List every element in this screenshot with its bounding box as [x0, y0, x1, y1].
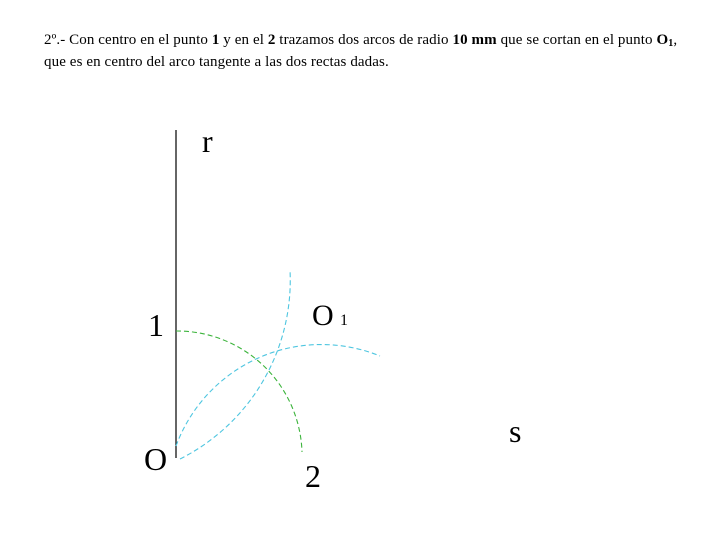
- caption-bold: 2: [267, 32, 276, 48]
- caption-part: , que es en centro del arco tangente a las dos rectas dadas.: [44, 32, 678, 70]
- caption-bold: 10 mm: [452, 32, 497, 48]
- label-r: r: [202, 123, 213, 159]
- caption-part: que se cortan en el punto: [496, 32, 657, 48]
- label-point-1: 1: [148, 307, 164, 343]
- caption-bold: O: [656, 32, 669, 48]
- caption-part: trazamos dos arcos de radio: [275, 32, 453, 48]
- label-point-2: 2: [305, 458, 321, 494]
- arc-blue-center-o: [176, 345, 380, 446]
- caption-part: y en el: [219, 32, 268, 48]
- caption-bold: 1: [211, 32, 220, 48]
- arc-blue-center-2: [180, 270, 290, 459]
- label-point-o: O: [144, 441, 168, 477]
- label-point-o1: O: [312, 299, 334, 332]
- caption-subscript: 1: [668, 38, 674, 49]
- label-point-o1-subscript: 1: [340, 312, 348, 329]
- arc-green-center-1: [176, 331, 302, 452]
- caption-part: 2º.- Con centro en el punto: [44, 32, 212, 48]
- label-s: s: [509, 413, 522, 449]
